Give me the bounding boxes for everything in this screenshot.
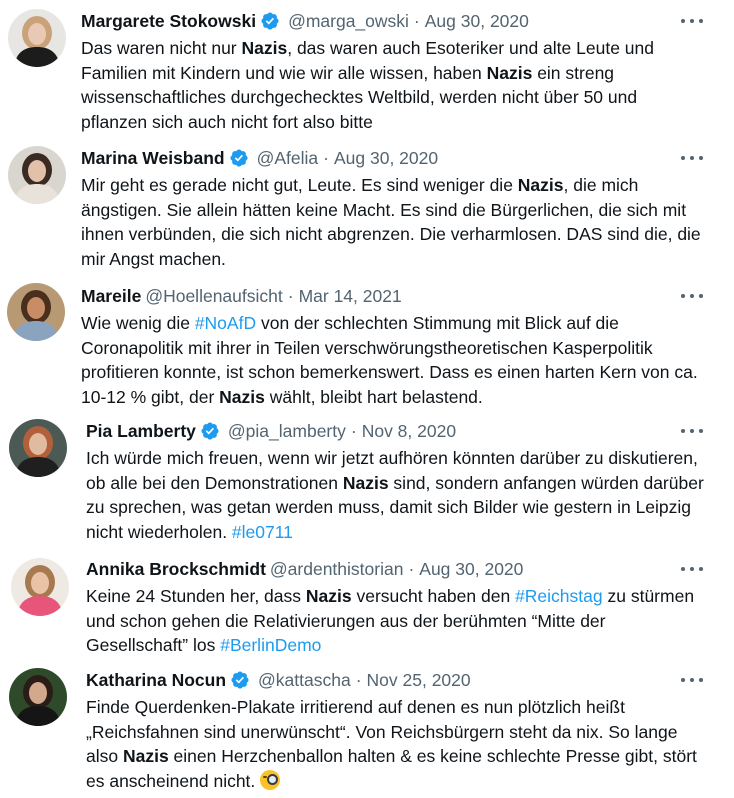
tweet-text: Das waren nicht nur Nazis, das waren auch Esoteriker und alte Leute und Familien mit Kindern und wie wir alle wissen, haben Nazis ein streng wissenschaftliches durchgechecktes Weltbild, werden nicht über 50 und pflanzen sich auch nicht fort also bitte [81,38,654,133]
highlighted-term: Nazis [517,175,564,195]
highlighted-term: Nazis [342,472,389,493]
highlighted-term: Nazis [219,387,265,408]
tweet-content [81,146,704,272]
author-name[interactable]: Mareile [81,286,142,306]
face-with-monocle-icon [260,770,280,790]
tweet-content [81,9,704,135]
separator: · [408,559,415,579]
tweet-text: Finde Querdenken-Plakate irritierend auf denen es nun plötzlich heißt „Reichsfahnen sind unerwünscht“. Von Reichsbürgern steht da nix. So lange also Nazis einen Herzchenballon halten & es keine schlechte Presse gibt, stört es anscheinend nicht. [86,697,697,792]
tweet-content [86,419,704,545]
tweet-header [86,419,704,443]
tweet[interactable] [0,410,734,548]
more-options-icon[interactable] [680,284,704,308]
tweet-header [81,284,704,308]
highlighted-term: Nazis [305,586,352,606]
tweet-date[interactable]: Nov 25, 2020 [366,670,471,690]
tweet[interactable] [0,548,734,660]
avatar[interactable] [8,146,66,204]
author-handle[interactable]: @Afelia [256,148,319,168]
separator: · [355,670,362,690]
author-handle[interactable]: @Hoellenaufsicht [145,286,283,306]
tweet-content [86,557,704,658]
tweet-date[interactable]: Nov 8, 2020 [361,421,457,441]
verified-badge-icon [260,11,280,31]
verified-badge-icon [200,421,220,441]
more-options-icon[interactable] [680,557,704,581]
verified-badge-icon [230,670,250,690]
highlighted-term: Nazis [122,746,169,767]
highlighted-term: Nazis [241,38,288,58]
tweet-text: Mir geht es gerade nicht gut, Leute. Es sind weniger die Nazis, die mich ängstigen. Sie allein hätten keine Macht. Es sind die Bürgerlichen, die sich mit ihnen verbünden, die sich nicht abgrenzen. Die verharmlosen. DAS sind die, die mir Angst machen. [81,175,701,270]
author-name[interactable]: Annika Brockschmidt [86,559,266,579]
verified-badge-icon [229,148,249,168]
tweet-date[interactable]: Mar 14, 2021 [298,286,402,306]
tweet-date[interactable]: Aug 30, 2020 [424,11,529,31]
avatar[interactable] [9,419,67,477]
separator: · [287,286,294,306]
avatar[interactable] [9,668,67,726]
separator: · [413,11,420,31]
hashtag-link[interactable]: #BerlinDemo [220,635,322,656]
more-options-icon[interactable] [680,668,704,692]
author-handle[interactable]: @ardenthistorian [269,559,404,579]
hashtag-link[interactable]: #NoAfD [194,313,257,333]
more-options-icon[interactable] [680,146,704,170]
tweet[interactable] [0,0,734,140]
tweet-header [86,668,704,692]
author-handle[interactable]: @marga_owski [288,11,409,31]
tweet[interactable] [0,660,734,798]
author-name[interactable]: Margarete Stokowski [81,11,257,31]
separator: · [323,148,329,168]
avatar[interactable] [11,558,69,616]
tweet-text: Wie wenig die #NoAfD von der schlechten Stimmung mit Blick auf die Coronapolitik mit ihrer in Teilen verschwörungstheoretischen Kasperpolitik profitieren konnte, ist schon bemerkenswert. Dass es einen harten Kern von ca. 10-12 % gibt, der Nazis wählt, bleibt hart belastend. [81,313,698,408]
tweet[interactable] [0,137,734,274]
tweet-text: Ich würde mich freuen, wenn wir jetzt aufhören könnten darüber zu diskutieren, ob alle bei den Demonstrationen Nazis sind, sondern anfangen würden darüber zu sprechen, was getan werden muss, damit sich Bilder wie gestern in Leipzig nicht wiederholen. #le0711 [86,448,704,543]
hashtag-link[interactable]: #le0711 [231,522,293,543]
more-options-icon[interactable] [680,419,704,443]
author-handle[interactable]: @kattascha [258,670,351,690]
tweet[interactable] [0,275,734,410]
tweet-date[interactable]: Aug 30, 2020 [419,559,524,579]
author-name[interactable]: Katharina Nocun [86,670,227,690]
tweet-date[interactable]: Aug 30, 2020 [333,148,439,168]
author-handle[interactable]: @pia_lamberty [227,421,346,441]
tweet-content [81,284,704,410]
author-name[interactable]: Pia Lamberty [86,421,196,441]
tweet-header [86,557,704,581]
tweet-header [81,9,704,33]
tweet-header [81,146,704,170]
tweet-content [86,668,704,794]
more-options-icon[interactable] [680,9,704,33]
separator: · [350,421,357,441]
author-name[interactable]: Marina Weisband [81,148,225,168]
highlighted-term: Nazis [486,62,533,83]
hashtag-link[interactable]: #Reichstag [515,586,603,606]
avatar[interactable] [8,9,66,67]
avatar[interactable] [7,283,65,341]
tweet-text: Keine 24 Stunden her, dass Nazis versucht haben den #Reichstag zu stürmen und schon gehen die Relativierungen aus der berühmten “Mitte der Gesellschaft” los #BerlinDemo [86,586,695,656]
